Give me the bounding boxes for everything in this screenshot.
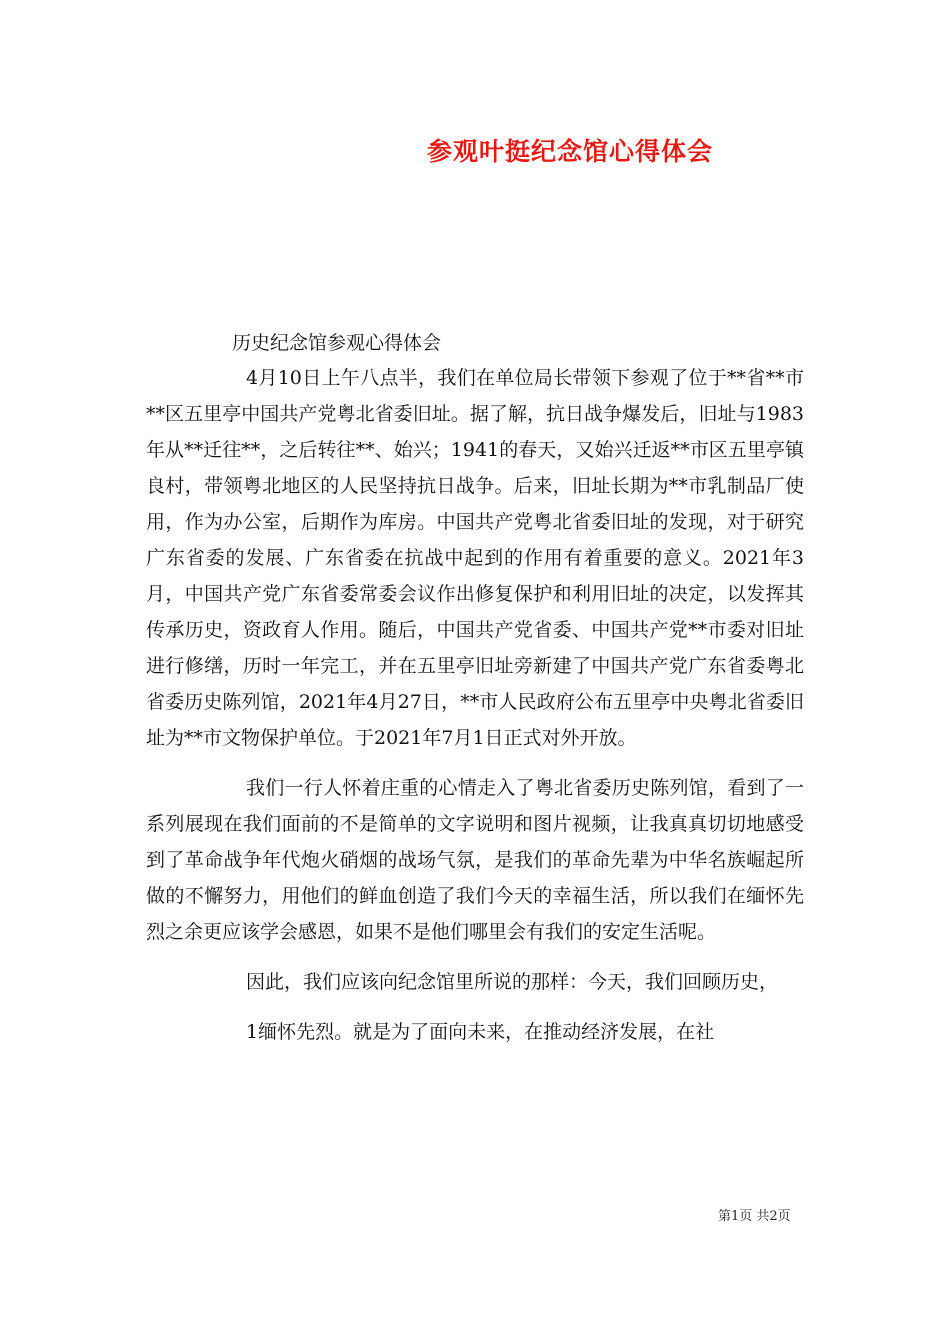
document-subtitle: 历史纪念馆参观心得体会 (232, 332, 442, 354)
page-number-footer: 第1页 共2页 (718, 1209, 791, 1224)
paragraph-2: 我们一行人怀着庄重的心情走入了粤北省委历史陈列馆，看到了一系列展现在我们面前的不是简单的文字说明和图片视频，让我真真切切地感受到了革命战争年代炮火硝烟的战场气氛，是我们的革命先辈为中华名族崛起所做的不懈努力，用他们的鲜血创造了我们今天的幸福生活，所以我们在缅怀先烈之余更应该学会感恩，如果不是他们哪里会有我们的安定生活呢。 (146, 777, 804, 943)
paragraph-4: 1缅怀先烈。就是为了面向未来，在推动经济发展，在社 (246, 1021, 715, 1043)
document-body (146, 360, 804, 1050)
document-title: 参观叶挺纪念馆心得体会 (426, 137, 713, 166)
paragraph-1: 4月10日上午八点半，我们在单位局长带领下参观了位于**省**市**区五里亭中国共产党粤北省委旧址。据了解，抗日战争爆发后，旧址与1983年从**迁往**，之后转往**、始兴；1941的春天，又始兴迁返**市区五里亭镇良村，带领粤北地区的人民坚持抗日战争。后来，旧址长期为**市乳制品厂使用，作为办公室，后期作为库房。中国共产党粤北省委旧址的发现，对于研究广东省委的发展、广东省委在抗战中起到的作用有着重要的意义。2021年3月，中国共产党广东省委常委会议作出修复保护和利用旧址的决定，以发挥其传承历史，资政育人作用。随后，中国共产党省委、中国共产党**市委对旧址进行修缮，历时一年完工，并在五里亭旧址旁新建了中国共产党广东省委粤北省委历史陈列馆，2021年4月27日，**市人民政府公布五里亭中央粤北省委旧址为**市文物保护单位。于2021年7月1日正式对外开放。 (146, 367, 804, 749)
paragraph-3: 因此，我们应该向纪念馆里所说的那样：今天，我们回顾历史， (246, 971, 779, 993)
